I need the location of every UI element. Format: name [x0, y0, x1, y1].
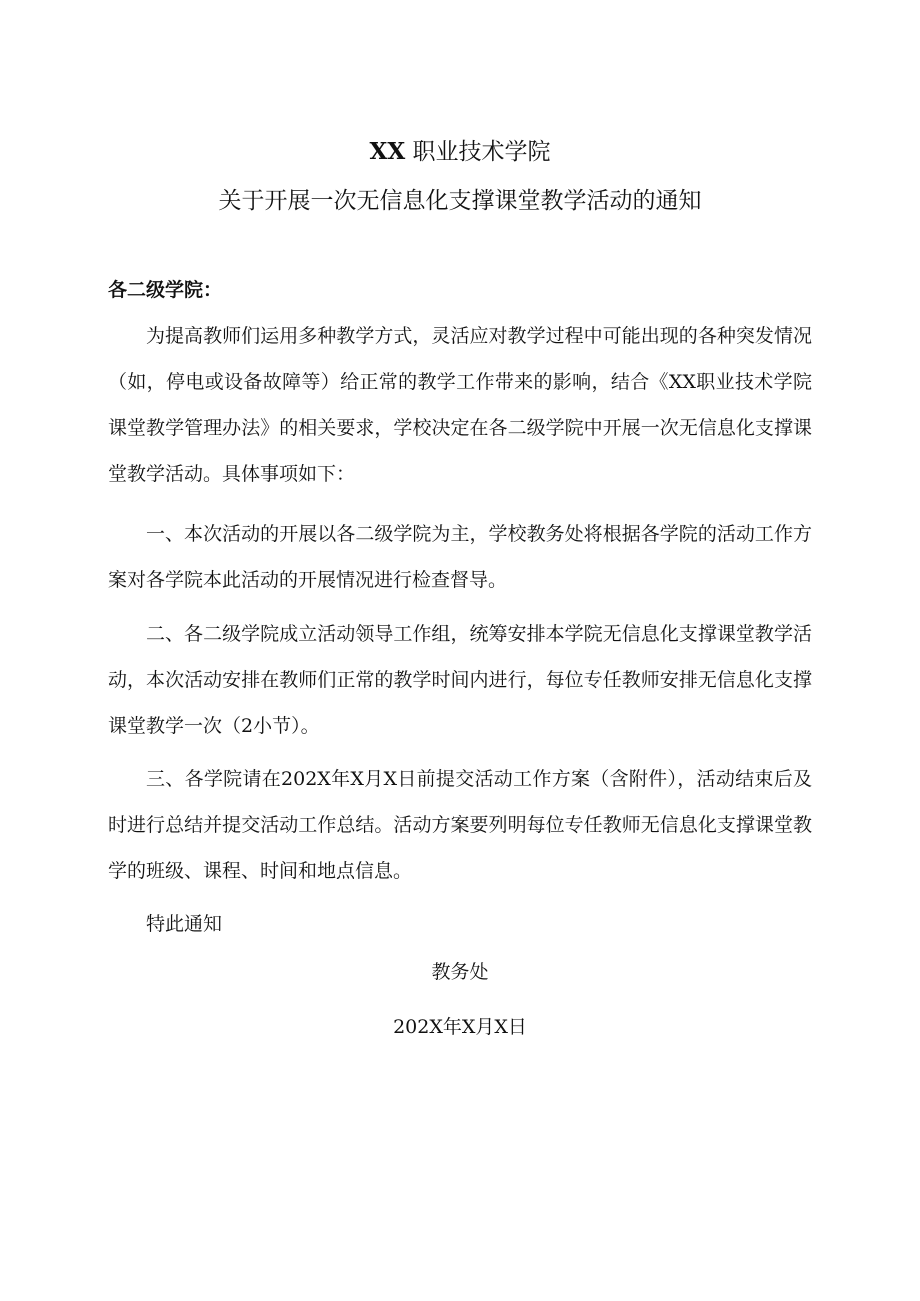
salutation: 各二级学院：: [108, 279, 223, 301]
body-paragraph-3-block: [108, 611, 812, 749]
document-title-line-2: 关于开展一次无信息化支撑课堂教学活动的通知: [218, 188, 702, 214]
body-paragraph-item-1: 一、本次活动的开展以各二级学院为主，学校教务处将根据各学院的活动工作方案对各学院本此活动的开展情况进行检查督导。: [108, 523, 812, 591]
institution-name: 职业技术学院: [412, 139, 551, 165]
body-paragraph-1-block: [108, 313, 812, 497]
institution-prefix: XX: [369, 138, 406, 165]
body-paragraph-4-block: [108, 756, 812, 894]
body-paragraph-item-3: 三、各学院请在202X年X月X日前提交活动工作方案（含附件），活动结束后及时进行总结并提交活动工作总结。活动方案要列明每位专任教师无信息化支撑课堂教学的班级、课程、时间和地点信息。: [108, 768, 812, 882]
body-paragraph-item-2: 二、各二级学院成立活动领导工作组，统筹安排本学院无信息化支撑课堂教学活动，本次活动安排在教师们正常的教学时间内进行，每位专任教师安排无信息化支撑课堂教学一次（2小节）。: [108, 623, 812, 737]
body-paragraph-2-block: [108, 511, 812, 603]
closing-remark: 特此通知: [146, 913, 223, 935]
signature-office: 教务处: [431, 961, 489, 983]
document-title-line-1: [0, 137, 920, 167]
body-paragraph-intro: 为提高教师们运用多种教学方式，灵活应对教学过程中可能出现的各种突发情况（如，停电或设备故障等）给正常的教学工作带来的影响，结合《XX职业技术学院课堂教学管理办法》的相关要求，学校决定在各二级学院中开展一次无信息化支撑课堂教学活动。具体事项如下：: [108, 325, 812, 485]
signature-date: 202X年X月X日: [393, 1016, 527, 1038]
